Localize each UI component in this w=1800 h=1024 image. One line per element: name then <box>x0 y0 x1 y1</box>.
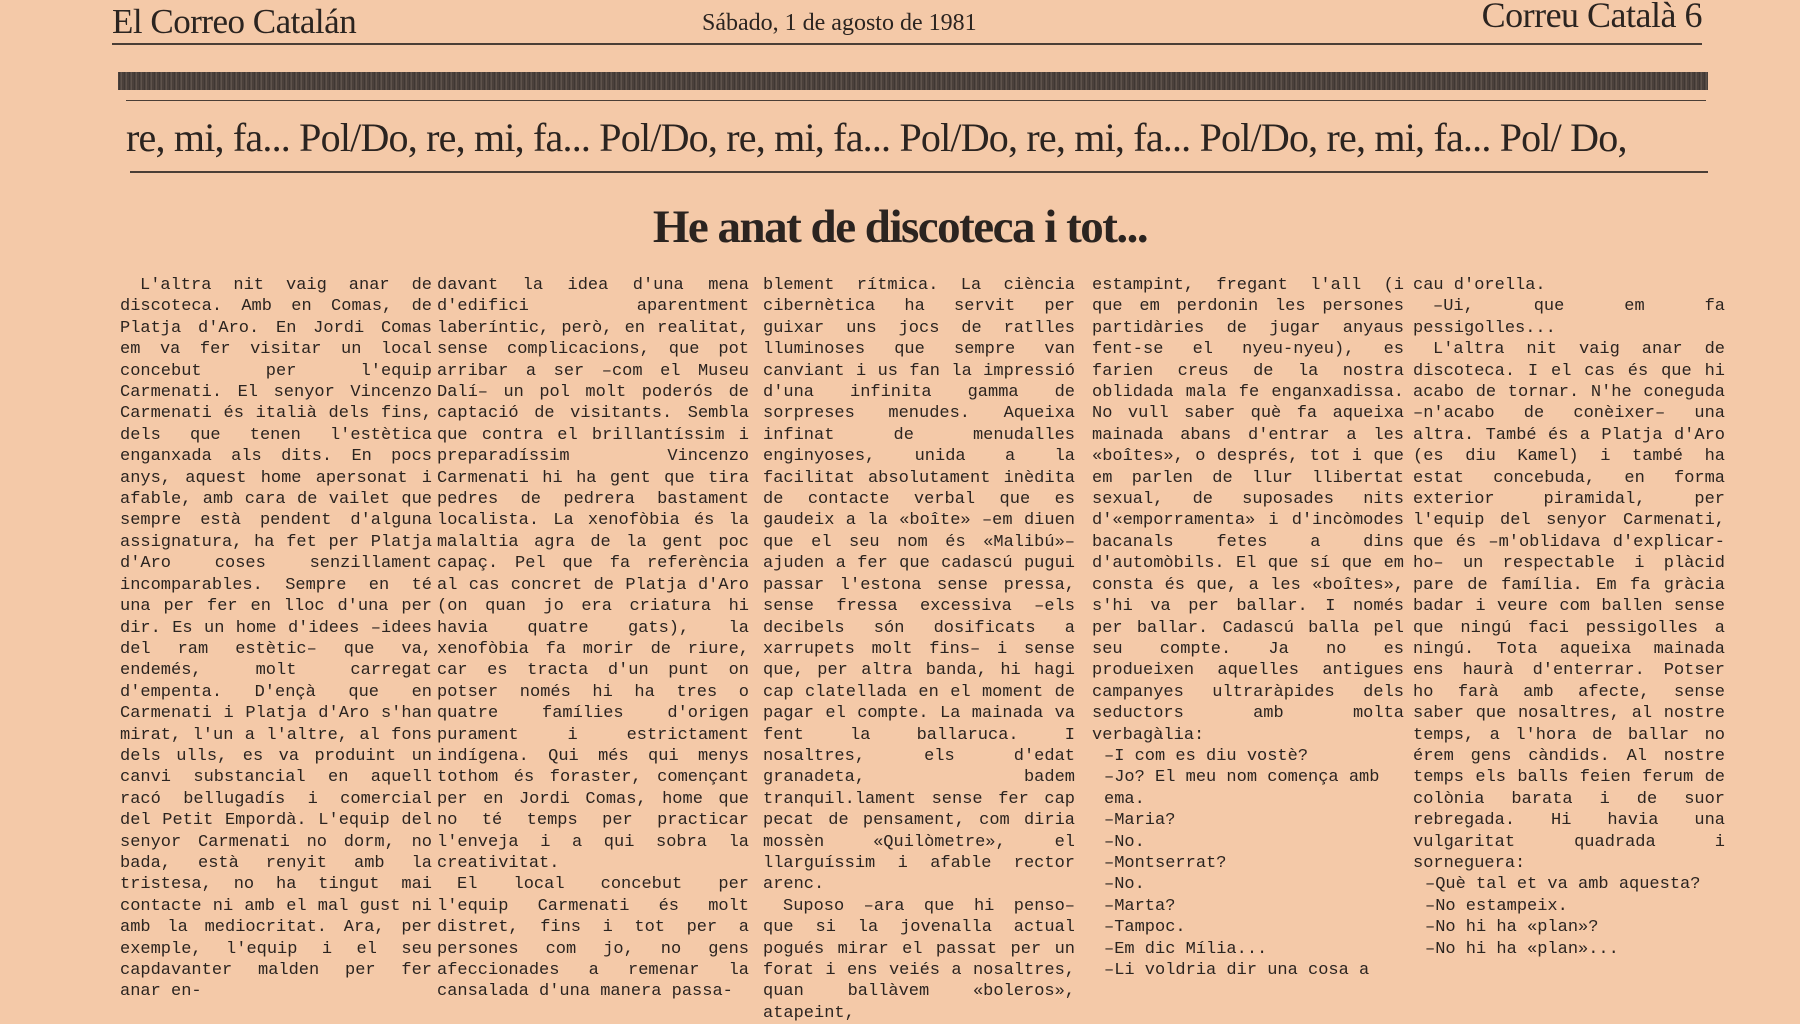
masthead <box>112 0 1702 40</box>
article-paragraph: davant la idea d'una mena d'edifici aparentment laberíntic, però, en realitat, sense complicacions, que pot arribar a ser –com el Museu Dalí– un pol molt poderós de captació de visitants. Sembla que contra el brillantíssim i preparadíssim Vincenzo Carmenati hi ha gent que tira pedres de pedrera bastament localista. La xenofòbia és la malaltia agra de la gent poc capaç. Pel que fa referència al cas concret de Platja d'Aro (on quan jo era criatura hi havia quatre gats), la xenofòbia fa morir de riure, car es tracta d'un punt on potser només hi ha tres o quatre famílies d'origen purament i estrictament indígena. Qui més qui menys tothom és foraster, començant per en Jordi Comas, home que no té temps per practicar l'enveja i a qui sobra la creativitat. <box>437 276 749 873</box>
article-column-5 <box>1413 275 1725 960</box>
article-paragraph: –Montserrat? <box>1104 853 1227 873</box>
article-column-4 <box>1092 275 1404 980</box>
article-column-3 <box>763 275 1075 1023</box>
masthead-rule <box>112 43 1702 45</box>
article-paragraph: estampint, fregant l'all (i que em perdonin les persones partidàries de jugar anyaus fent-se el nyeu-nyeu), es farien creus de la nostra oblidada mala fe enganxadissa. No vull saber què fa aqueixa mainada abans d'entrar a les «boîtes», o després, tot i que em parlen de llur llibertat sexual, de suposades nits d'«emporramenta» i d'incòmodes bacanals fetes a dins d'automòbils. El que sí que em consta és que, a les «boîtes», s'hi va per ballar. I només per ballar. Cadascú balla pel seu compte. Ja no es produeixen aquelles antigues campanyes ultraràpides dels seductors amb molta verbagàlia: <box>1092 276 1404 745</box>
article-paragraph: –No estampeix. <box>1425 896 1568 916</box>
article-paragraph: El local concebut per l'equip Carmenati és molt distret, fins i tot per a persones com jo, no gens afeccionades a remenar la cansalada d'una manera passa- <box>437 875 749 1002</box>
article-paragraph: –No hi ha «plan»... <box>1425 939 1619 959</box>
article-paragraph: L'altra nit vaig anar de discoteca. I el cas és que hi acabo de tornar. N'he coneguda –n'acabo de conèixer– una altra. També és a Platja d'Aro (es diu Kamel) i també ha estat concebuda, en forma exterior piramidal, per l'equip del senyor Carmenati, que és –m'oblidava d'explicar-ho– un respectable i plàcid pare de família. Em fa gràcia badar i veure com ballen sense que ningú faci pessigolles a ningú. Tota aqueixa mainada ens haurà d'enterrar. Potser ho farà amb afecte, sense saber que nosaltres, al nostre temps, a l'hora de ballar no érem gens càndids. Al nostre temps els balls feien ferum de colònia barata i de suor rebregada. Hi havia una vulgaritat quadrada i sorneguera: <box>1413 340 1725 873</box>
article-paragraph: –Tampoc. <box>1104 918 1186 938</box>
article-paragraph: –No. <box>1104 832 1145 852</box>
article-paragraph: –I com es diu vostè? <box>1104 746 1309 766</box>
strap-rule-bottom <box>130 171 1708 173</box>
article-paragraph: –Maria? <box>1104 811 1176 831</box>
article-paragraph: –Marta? <box>1104 896 1176 916</box>
article-paragraph: –No hi ha «plan»? <box>1425 918 1599 938</box>
section-page: Correu Català 6 <box>1481 0 1702 35</box>
article-paragraph: –Ui, que em fa pessigolles... <box>1413 297 1725 338</box>
article-paragraph: –Jo? El meu nom comença amb ema. <box>1104 768 1380 809</box>
article-paragraph: L'altra nit vaig anar de discoteca. Amb en Comas, de Platja d'Aro. En Jordi Comas em va fer visitar un local concebut per l'equip Carmenati. El senyor Vincenzo Carmenati és italià dels fins, dels que tenen l'estètica enganxada als dits. En pocs anys, aquest home apersonat i afable, amb cara de vailet que sempre està pendent d'alguna assignatura, ha fet per Platja d'Aro coses senzillament incomparables. Sempre en té una per fer en lloc d'una per dir. Es un home d'idees –idees del ram estètic– que va, endemés, molt carregat d'empenta. D'ençà que en Carmenati i Platja d'Aro s'han mirat, l'un a l'altre, al fons dels ulls, es va produint un canvi substancial en aquell racó bellugadís i comercial del Petit Empordà. L'equip del senyor Carmenati no dorm, no bada, està renyit amb la tristesa, no ha tingut mai contacte ni amb el mal gust ni amb la mediocritat. Ara, per exemple, l'equip i el seu capdavanter malden per fer anar en- <box>120 276 432 1002</box>
article-paragraph: blement rítmica. La ciència cibernètica ha servit per guixar uns jocs de ratlles lluminoses que sempre van canviant i us fan la impressió d'una infinita gamma de sorpreses menudes. Aqueixa infinat de menudalles enginyoses, unida a la facilitat absolutament inèdita de contacte verbal que es gaudeix a la «boîte» –em diuen que el seu nom és «Malibú»– ajuden a fer que cadascú pugui passar l'estona sense pressa, sense fressa excessiva –els decibels són dosificats a xarrupets molt fins– i sense que, per altra banda, hi hagi cap clatellada en el moment de pagar el compte. La mainada va fent la ballaruca. I nosaltres, els d'edat granadeta, badem tranquil.lament sense fer cap pecat de pensament, com diria mossèn «Quilòmetre», el llarguíssim i afable rector arenc. <box>763 276 1075 895</box>
article-column-1 <box>120 275 432 1002</box>
issue-date: Sábado, 1 de agosto de 1981 <box>702 10 977 36</box>
article-paragraph: –No. <box>1104 875 1145 895</box>
article-paragraph: –Què tal et va amb aquesta? <box>1425 875 1701 895</box>
newspaper-title: El Correo Catalán <box>112 2 357 41</box>
article-paragraph: –Em dic Mília... <box>1104 939 1268 959</box>
article-column-2 <box>437 275 749 1002</box>
article-paragraph: cau d'orella. <box>1413 276 1546 295</box>
article-headline: He anat de discoteca i tot... <box>652 201 1148 253</box>
decorative-band <box>118 72 1708 90</box>
article-paragraph: Suposo –ara que hi penso– que si la jovenalla actual pogués mirar el passat per un forat i ens veiés a nosaltres, quan ballàvem «boleros», atapeint, <box>763 896 1075 1023</box>
section-strap: re, mi, fa... Pol/Do, re, mi, fa... Pol/Do, re, mi, fa... Pol/Do, re, mi, fa... Pol/Do, re, mi, fa... Pol/ Do, <box>126 115 1627 160</box>
strap-rule-top <box>126 100 1706 101</box>
article-paragraph: –Li voldria dir una cosa a <box>1104 961 1370 980</box>
